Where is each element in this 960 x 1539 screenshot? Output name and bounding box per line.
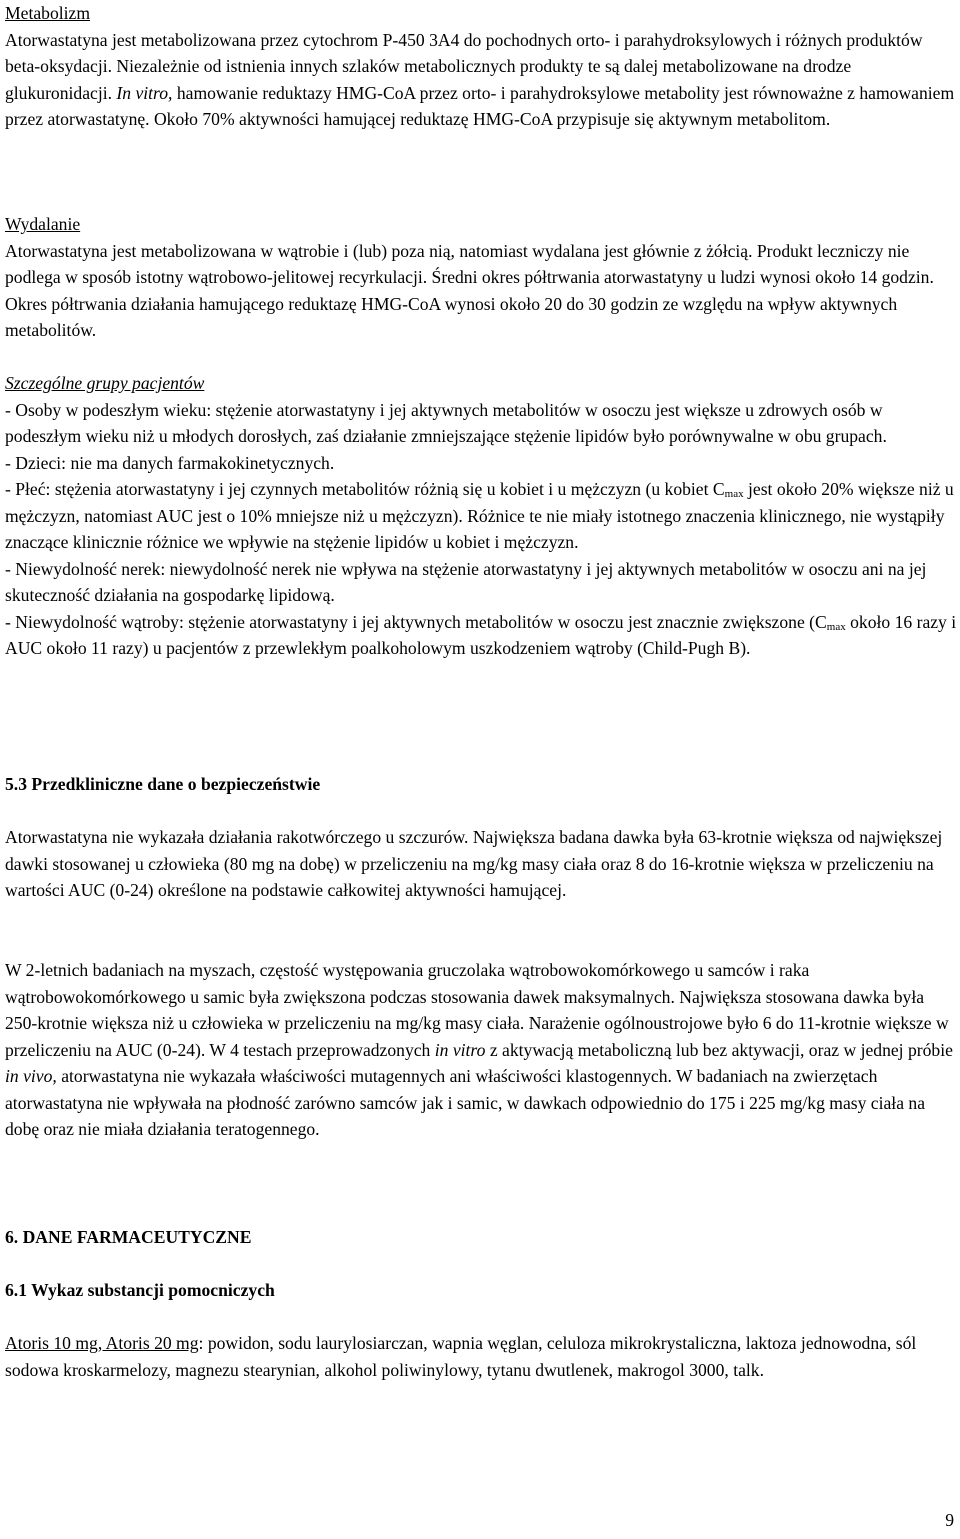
section-5-3-heading: 5.3 Przedkliniczne dane o bezpieczeństwie [5,774,321,794]
section-wydalanie [5,211,957,344]
section-5-3-paragraph-2 [5,957,957,1143]
p2-in-vivo: in vivo, [5,1066,57,1086]
p2-in-vitro: in vitro [434,1039,486,1060]
p2-text-b: z aktywacją metaboliczną lub bez aktywacji, oraz w jednej próbie [485,1039,953,1060]
section-metabolizm [5,0,957,133]
excipients-list: : powidon, sodu laurylosiarczan, wapnia węglan, celuloza mikrokrystaliczna, laktoza jednowodna, sól sodowa kroskarmelozy, magnezu stearynian, alkohol poliwinylowy, tytanu dwutlenek, makrogol 3000, talk. [5,1333,917,1380]
metabolizm-in-vitro: In vitro, [116,82,173,103]
section-6 [5,1224,957,1251]
section-6-heading: 6. DANE FARMACEUTYCZNE [5,1227,252,1247]
section-6-1 [5,1277,957,1304]
item-niewydolnosc-nerek: - Niewydolność nerek: niewydolność nerek nie wpływa na stężenie atorwastatyny i jej aktywnych metabolitów w osoczu ani na jej skuteczność działania na gospodarkę lipidową. [5,558,927,605]
metabolizm-text-a: Atorwastatyna jest metabolizowana przez cytochrom P-450 3A4 do pochodnych orto- i parahydroksylowych i różnych produktów beta-oksydacji. Niezależnie od istnienia innych szlaków metabolicznych produkty te są dalej metabolizowane na drodze glukuronidacji. [5,29,923,103]
item-osoby-starsze: - Osoby w podeszłym wieku: stężenie atorwastatyny i jej aktywnych metabolitów w osoczu jest większe u zdrowych osób w podeszłym wieku niż u młodych dorosłych, zaś działanie zmniejszające stężenie lipidów było porównywalne w obu grupach. [5,399,887,446]
p2-text-a: W 2-letnich badaniach na myszach, częstość występowania gruczolaka wątrobowokomórkowego u samców i raka wątrobowokomórkowego u samic była zwiększona podczas stosowania dawek maksymalnych. Największa stosowana dawka była 250-krotnie większa niż u człowieka w przeliczeniu na mg/kg masy ciała. Narażenie ogólnoustrojowe było 6 do 11-krotnie większe w przeliczeniu na AUC (0-24). W 4 testach przeprowadzonych [5,960,949,1060]
section-szczegolne-grupy [5,370,957,662]
section-6-1-heading: 6.1 Wykaz substancji pomocniczych [5,1280,275,1300]
watroba-text-a: - Niewydolność wątroby: stężenie atorwastatyny i jej aktywnych metabolitów w osoczu jest znacznie zwiększone (C [5,611,827,632]
watroba-text-b: około 16 razy i AUC około 11 razy) u pacjentów z przewlekłym poalkoholowym uszkodzeniem wątroby (Child-Pugh B). [5,611,957,658]
section-6-1-paragraph [5,1330,957,1383]
item-plec [5,476,957,556]
watroba-cmax-sub: max [826,620,846,633]
excipients-text [5,1330,957,1383]
products-label: Atoris 10 mg, Atoris 20 mg [5,1333,199,1353]
metabolizm-paragraph [5,27,957,133]
wydalanie-paragraph: Atorwastatyna jest metabolizowana w wątrobie i (lub) poza nią, natomiast wydalana jest głównie z żółcią. Produkt leczniczy nie podlega w sposób istotny wątrobowo-jelitowej recyrkulacji. Średni okres półtrwania atorwastatyny u ludzi wynosi około 14 godzin. Okres półtrwania działania hamującego reduktazę HMG-CoA wynosi około 20 do 30 godzin ze względu na wpływ aktywnych metabolitów. [5,240,934,340]
section-5-3 [5,771,957,798]
item-dzieci: - Dzieci: nie ma danych farmakokinetycznych. [5,452,335,473]
plec-text-a: - Płeć: stężenia atorwastatyny i jej czynnych metabolitów różnią się u kobiet i u mężczyzn (u kobiet C [5,479,725,499]
plec-text-b: jest około 20% większe niż u mężczyzn, natomiast AUC jest o 10% mniejsze niż u mężczyzn). Różnice te nie miały istotnego znaczenia klinicznego, nie wystąpiły znaczące klinicznie różnice we wpływie na stężenie lipidów u kobiet i mężczyzn. [5,479,954,552]
section-5-3-p1: Atorwastatyna nie wykazała działania rakotwórczego u szczurów. Największa badana dawka była 63-krotnie większa od największej dawki stosowanej u człowieka (80 mg na dobę) w przeliczeniu na mg/kg masy ciała oraz 8 do 16-krotnie większa w przeliczeniu na wartości AUC (0-24) określone na podstawie całkowitej aktywności hamującej. [5,827,943,900]
section-5-3-p2 [5,957,957,1143]
metabolizm-text-b: hamowanie reduktazy HMG-CoA przez orto- i parahydroksylowe metabolity jest równoważne z hamowaniem przez atorwastatynę. Około 70% aktywności hamującej reduktazę HMG-CoA przypisuje się aktywnym metabolitom. [5,82,955,129]
section-5-3-paragraph-1 [5,824,957,904]
metabolizm-heading: Metabolizm [5,3,91,23]
item-niewydolnosc-watroby [5,609,957,662]
szczegolne-heading: Szczególne grupy pacjentów [5,373,205,393]
plec-cmax-sub: max [724,488,744,500]
wydalanie-heading: Wydalanie [5,214,81,234]
page-number: 9 [945,1510,954,1530]
p2-text-c: atorwastatyna nie wykazała właściwości mutagennych ani właściwości klastogennych. W badaniach na zwierzętach atorwastatyna nie wpływała na płodność zarówno samców jak i samic, w dawkach odpowiednio do 175 i 225 mg/kg masy ciała na dobę oraz nie miała działania teratogennego. [5,1066,926,1139]
